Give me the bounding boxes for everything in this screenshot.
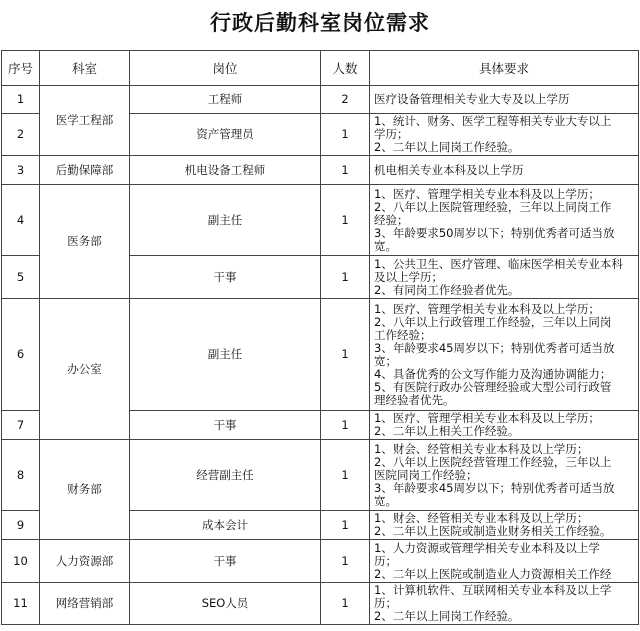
- row-dept: 人力资源部: [40, 540, 130, 583]
- job-table: [1, 50, 639, 625]
- req-line: 1、人力资源或管理学相关专业本科及以上学: [374, 541, 600, 555]
- req-line: 1、统计、财务、医学工程等相关专业大专以上: [374, 115, 612, 128]
- row-no: 11: [2, 583, 40, 625]
- row-post: 成本会计: [130, 511, 321, 540]
- req-line: 宽。: [374, 239, 397, 253]
- table-row: [2, 185, 639, 256]
- req-line: 3、年龄要求45周岁以下；特别优秀者可适当放: [374, 341, 615, 355]
- row-req: [370, 256, 639, 299]
- row-req: [370, 299, 639, 411]
- req-line: 工作经验；: [374, 328, 432, 342]
- row-post: 机电设备工程师: [130, 156, 321, 185]
- row-req: [370, 114, 639, 156]
- req-line: 历；: [374, 597, 397, 610]
- req-line: 2、二年以上医院或制造业人力资源相关工作经: [374, 567, 612, 581]
- row-post: 资产管理员: [130, 114, 321, 156]
- row-post: 干事: [130, 256, 321, 299]
- row-no: 1: [2, 86, 40, 114]
- req-line: 医院同岗工作经验；: [374, 468, 478, 482]
- req-line: 理经验者优先。: [374, 393, 455, 407]
- table-row: [2, 156, 639, 185]
- row-count: 1: [321, 583, 370, 625]
- req-line: 1、医疗、管理学相关专业本科及以上学历；: [374, 412, 600, 425]
- header-dept: 科室: [40, 51, 130, 86]
- req-line: 历；: [374, 554, 397, 568]
- row-no: 8: [2, 440, 40, 511]
- req-line: 2、二年以上同岗工作经验。: [374, 610, 520, 623]
- req-line: 1、医疗、管理学相关专业本科及以上学历；: [374, 302, 600, 316]
- table-row: [2, 440, 639, 511]
- row-post: 副主任: [130, 299, 321, 411]
- row-no: 9: [2, 511, 40, 540]
- table-row: [2, 86, 639, 114]
- req-line: 2、二年以上同岗工作经验。: [374, 141, 520, 154]
- table-row: [2, 540, 639, 583]
- header-no: 序号: [2, 51, 40, 86]
- req-line: 4、具备优秀的公文写作能力及沟通协调能力；: [374, 367, 612, 381]
- row-req: [370, 583, 639, 625]
- req-line: 3、年龄要求50周岁以下；特别优秀者可适当放: [374, 226, 615, 240]
- req-line: 2、有同岗工作经验者优先。: [374, 283, 520, 297]
- req-line: 2、八年以上医院管理经验，三年以上同岗工作: [374, 200, 612, 214]
- row-dept: 财务部: [40, 440, 130, 540]
- row-dept: 后勤保障部: [40, 156, 130, 185]
- row-req: [370, 440, 639, 511]
- header-row: [2, 51, 639, 86]
- row-post: 工程师: [130, 86, 321, 114]
- row-dept: 办公室: [40, 299, 130, 440]
- row-count: 1: [321, 156, 370, 185]
- row-count: 1: [321, 114, 370, 156]
- req-line: 及以上学历；: [374, 270, 443, 284]
- req-line: 宽；: [374, 354, 397, 368]
- req-line: 1、公共卫生、医疗管理、临床医学相关专业本科: [374, 257, 623, 271]
- header-count: 人数: [321, 51, 370, 86]
- req-line: 1、医疗、管理学相关专业本科及以上学历；: [374, 187, 600, 201]
- header-post: 岗位: [130, 51, 321, 86]
- req-line: 5、有医院行政办公管理经验或大型公司行政管: [374, 380, 612, 394]
- table-row: [2, 299, 639, 411]
- req-line: 2、八年以上行政管理工作经验，三年以上同岗: [374, 315, 612, 329]
- req-line: 2、二年以上医院或制造业财务相关工作经验。: [374, 525, 612, 538]
- req-line: 1、财会、经管相关专业本科及以上学历；: [374, 512, 589, 525]
- row-no: 2: [2, 114, 40, 156]
- row-post: 干事: [130, 540, 321, 583]
- row-req: [370, 411, 639, 440]
- req-line: 1、财会、经管相关专业本科及以上学历；: [374, 442, 589, 456]
- row-count: 1: [321, 256, 370, 299]
- req-line: 医疗设备管理相关专业大专及以上学历: [374, 93, 570, 106]
- req-line: 经验；: [374, 213, 409, 227]
- req-line: 2、八年以上医院经营管理工作经验，三年以上: [374, 455, 612, 469]
- row-no: 4: [2, 185, 40, 256]
- req-line: 机电相关专业本科及以上学历: [374, 163, 524, 177]
- table-row: [2, 583, 639, 625]
- row-count: 1: [321, 440, 370, 511]
- row-req: [370, 511, 639, 540]
- row-count: 1: [321, 185, 370, 256]
- row-req: [370, 156, 639, 185]
- row-post: 副主任: [130, 185, 321, 256]
- row-req: [370, 540, 639, 583]
- row-no: 5: [2, 256, 40, 299]
- row-dept: 医学工程部: [40, 86, 130, 156]
- row-no: 3: [2, 156, 40, 185]
- row-count: 1: [321, 299, 370, 411]
- req-line: 2、二年以上相关工作经验。: [374, 425, 520, 438]
- row-count: 1: [321, 411, 370, 440]
- page-title: 行政后勤科室岗位需求: [210, 11, 430, 35]
- row-dept: 医务部: [40, 185, 130, 299]
- row-no: 6: [2, 299, 40, 411]
- row-post: SEO人员: [130, 583, 321, 625]
- req-line: 1、计算机软件、互联网相关专业本科及以上学: [374, 584, 612, 597]
- row-dept: 网络营销部: [40, 583, 130, 625]
- row-count: 2: [321, 86, 370, 114]
- row-req: [370, 185, 639, 256]
- row-count: 1: [321, 540, 370, 583]
- row-no: 7: [2, 411, 40, 440]
- row-post: 干事: [130, 411, 321, 440]
- header-req: 具体要求: [370, 51, 639, 86]
- req-line: 学历；: [374, 128, 409, 141]
- row-no: 10: [2, 540, 40, 583]
- req-line: 宽。: [374, 494, 397, 508]
- row-post: 经营副主任: [130, 440, 321, 511]
- row-count: 1: [321, 511, 370, 540]
- row-req: [370, 86, 639, 114]
- req-line: 3、年龄要求45周岁以下；特别优秀者可适当放: [374, 481, 615, 495]
